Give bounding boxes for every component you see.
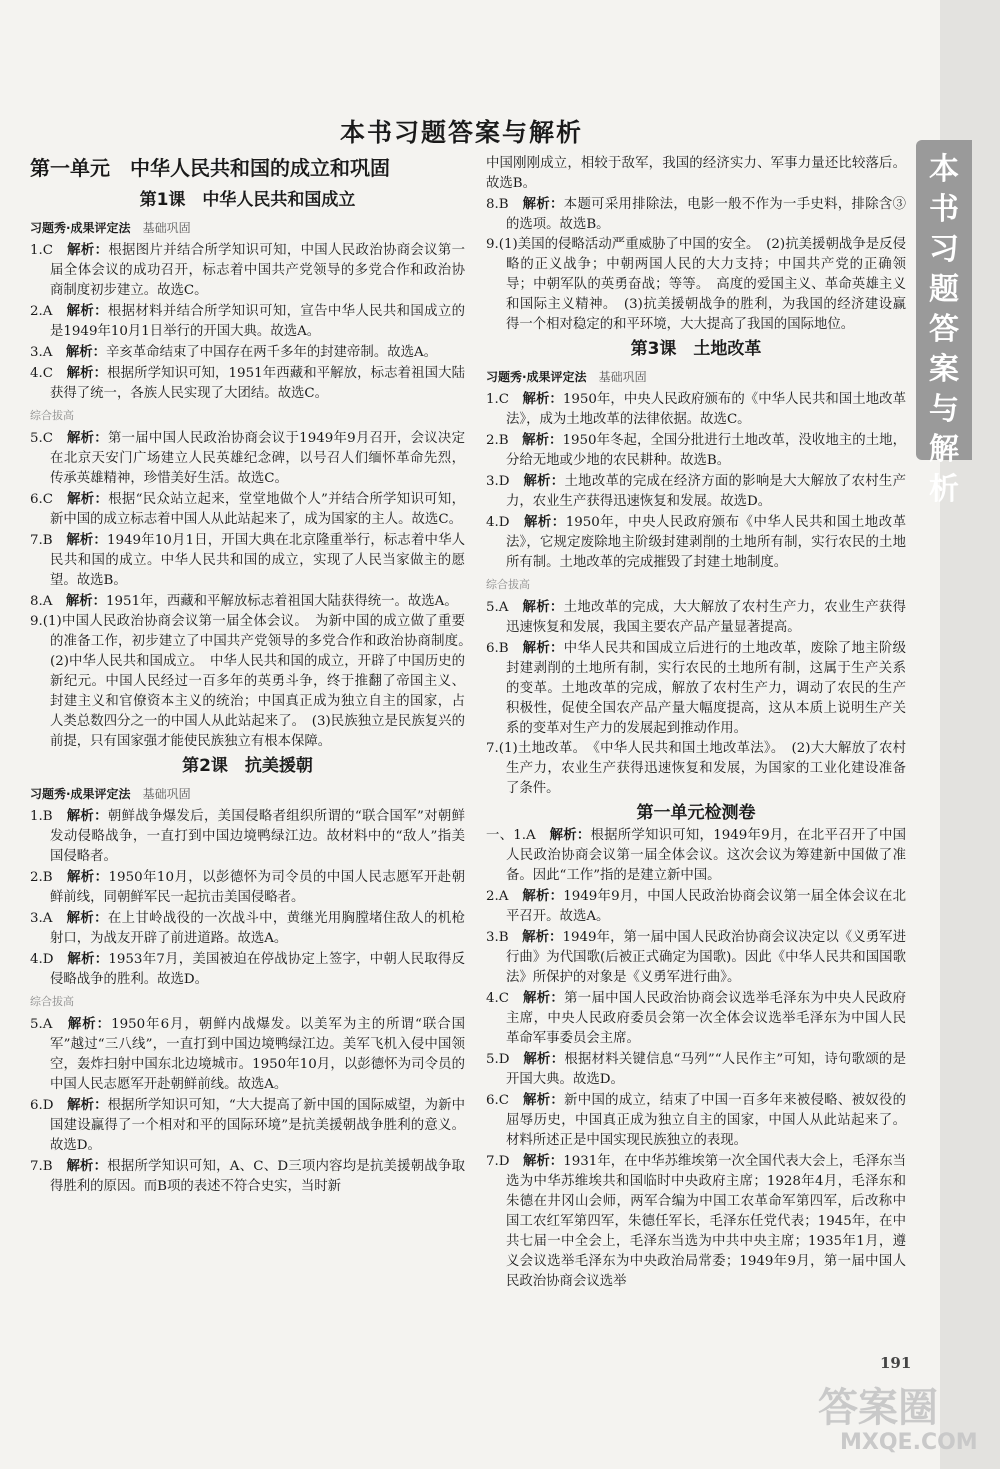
answer-item: 3.B 解析：1949年，第一届中国人民政治协商会议决定以《义勇军进行曲》为代国歌(后被正式确定为国歌)。因此《中华人民共和国国歌法》所保护的对象是《义勇军进行曲》。 [486, 929, 906, 985]
analysis-label: 解析： [66, 910, 108, 926]
answer-list [486, 389, 906, 573]
analysis-label: 解析： [522, 1153, 564, 1169]
lesson-title: 第3课 土地改革 [630, 339, 762, 359]
answer-item: 4.D 解析：1953年7月，美国被迫在停战协定上签字，中朝人民取得反侵略战争的胜利。故选D。 [30, 951, 466, 987]
answer-item: 6.C 解析：根据“民众站立起来，堂堂地做个人”并结合所学知识可知，新中国的成立标志着中国人从此站起来了，成为国家的主人。故选C。 [30, 491, 465, 527]
answer-item: 4.C 解析：根据所学知识可知，1951年西藏和平解放，标志着祖国大陆获得了统一，各族人民实现了大团结。故选C。 [30, 365, 466, 401]
analysis-label: 解析： [66, 808, 108, 824]
answer-list [486, 194, 906, 335]
analysis-label: 解析： [66, 303, 108, 319]
answer-list [30, 240, 465, 404]
answer-item: 2.B 解析：1950年冬起，全国分批进行土地改革，没收地主的土地，分给无地或少地的农民耕种。故选B。 [486, 432, 906, 468]
analysis-label: 解析： [67, 242, 109, 258]
answer-item: 2.B 解析：1950年10月，以彭德怀为司令员的中国人民志愿军开赴朝鲜前线，同朝鲜军民一起抗击美国侵略者。 [30, 869, 465, 905]
analysis-label: 解析： [67, 951, 109, 967]
section-label: 习题秀·成果评定法 [30, 221, 131, 235]
section-label: 习题秀·成果评定法 [486, 370, 587, 384]
analysis-label: 解析： [65, 593, 107, 609]
section-tag: 基础巩固 [142, 787, 191, 801]
watermark-url: MXQE.COM [840, 1430, 978, 1455]
answer-item: 5.A 解析：1950年6月，朝鲜内战爆发。以美军为主的所谓“联合国军”越过“三八线”，一直打到中国边境鸭绿江边。美军飞机入侵中国领空，轰炸扫射中国东北边境城市。1950年10月，以彭德怀为司令员的中国人民志愿军开赴朝鲜前线。故选A。 [30, 1016, 466, 1092]
lesson-title: 第2课 抗美援朝 [182, 756, 313, 776]
watermark-logo: 答案圈 [818, 1385, 938, 1431]
answer-item: 8.A 解析：1951年，西藏和平解放标志着祖国大陆获得统一。故选A。 [30, 593, 458, 609]
section-heading [30, 784, 465, 804]
analysis-label: 解析： [66, 1158, 108, 1174]
analysis-label: 解析： [523, 1051, 565, 1067]
page-number: 191 [880, 1354, 912, 1372]
answer-item: 8.B 解析：本题可采用排除法，电影一般不作为一手史料，排除含③的选项。故选B。 [486, 196, 907, 232]
analysis-label: 解析： [523, 990, 565, 1006]
answer-item: 5.D 解析：根据材料关键信息“马列”“人民作主”可知，诗句歌颂的是开国大典。故选D。 [486, 1051, 906, 1087]
answer-item: 6.C 解析：新中国的成立，结束了中国一百多年来被侵略、被奴役的屈辱历史，中国真正成为独立自主的国家，中国人从此站起来了。材料所述正是中国实现民族独立的表现。 [486, 1092, 907, 1148]
answer-item: 3.D 解析：土地改革的完成在经济方面的影响是大大解放了农村生产力，农业生产获得迅速恢复和发展。故选D。 [486, 473, 906, 509]
analysis-label: 解析： [523, 514, 566, 530]
section-heading [486, 367, 906, 387]
answer-item: 6.D 解析：根据所学知识可知，“大大提高了新中国的国际威望，为新中国建设赢得了一个相对和平的国际环境”是抗美援朝战争胜利的意义。故选D。 [30, 1097, 466, 1153]
answer-item: 3.A 解析：辛亥革命结束了中国存在两千多年的封建帝制。故选A。 [30, 344, 438, 360]
analysis-label: 解析： [522, 196, 564, 212]
answer-item: 9.(1)美国的侵略活动严重威胁了中国的安全。 (2)抗美援朝战争是反侵略的正义战争；中朝两国人民的大力支持；中国共产党的正确领导；中朝军队的英勇奋战；等等。 高度的爱国主义、革命英雄主义和国际主义精神。 (3)抗美援朝战争的胜利，为我国的经济建设赢得一个相对稳定的和平环境，大大提高了我国的国际地位。 [486, 237, 906, 332]
analysis-label: 解析： [522, 432, 563, 448]
section-label: 习题秀·成果评定法 [30, 787, 131, 801]
analysis-label: 解析： [66, 430, 108, 446]
answer-item: 4.D 解析：1950年，中央人民政府颁布《中华人民共和国土地改革法》，它规定废除地主阶级封建剥削的土地所有制，实行农民的土地所有制。土地改革的完成摧毁了封建土地制度。 [486, 514, 907, 570]
section-heading [30, 218, 465, 238]
analysis-label: 解析： [67, 1016, 112, 1032]
answer-item: 1.B 解析：朝鲜战争爆发后，美国侵略者组织所谓的“联合国军”对朝鲜发动侵略战争，一直打到中国边境鸭绿江边。故材料中的“敌人”指美国侵略者。 [30, 808, 466, 864]
analysis-label: 解析： [66, 365, 108, 381]
analysis-label: 解析： [66, 532, 107, 548]
section-tag: 基础巩固 [598, 370, 647, 384]
analysis-label: 解析： [522, 929, 563, 945]
analysis-label: 解析： [522, 599, 564, 615]
answer-item: 5.C 解析：第一届中国人民政治协商会议于1949年9月召开，会议决定在北京天安门广场建立人民英雄纪念碑，以号召人们缅怀革命先烈，传承英雄精神，珍惜美好生活。故选C。 [30, 430, 465, 486]
section-tag: 基础巩固 [142, 221, 191, 235]
answer-item: 9.(1)中国人民政治协商会议第一届全体会议。 为新中国的成立做了重要的准备工作，初步建立了中国共产党领导的多党合作和政治协商制度。 (2)中华人民共和国成立。 中华人民共和国的成立，开辟了中国历史的新纪元。中国人民经过一百多年的英勇斗争，终于推翻了帝国主义、封建主义和官僚资本主义的统治；中国真正成为独立自主的国家，占人类总数四分之一的中国人从此站起来了。 (3)民族独立是民族复兴的前提，只有国家强才能使民族独立有根本保障。 [30, 614, 479, 749]
side-tab-label: 本书习题答案与解析 [929, 152, 959, 507]
analysis-label: 解析： [522, 391, 563, 407]
left-column [30, 186, 479, 1197]
analysis-label: 解析： [65, 344, 107, 360]
page-title: 本书习题答案与解析 [340, 118, 584, 147]
analysis-label: 解析： [67, 491, 109, 507]
answer-item: 一、1.A 解析：根据所学知识可知，1949年9月，在北平召开了中国人民政治协商会议第一届全体会议。这次会议为筹建新中国做了准备。因此“工作”指的是建立新中国。 [486, 827, 906, 883]
answer-item: 2.A 解析：1949年9月，中国人民政治协商会议第一届全体会议在北平召开。故选A。 [486, 888, 906, 924]
subsection-label: 综合拔高 [30, 409, 74, 422]
lesson-title: 第1课 中华人民共和国成立 [139, 190, 356, 210]
answer-item: 1.C 解析：根据图片并结合所学知识可知，中国人民政治协商会议第一届全体会议的成功召开，标志着中国共产党领导的多党合作和政治协商制度初步建立。故选C。 [30, 242, 466, 298]
subsection-label: 综合拔高 [486, 578, 530, 591]
answer-item: 2.A 解析：根据材料并结合所学知识可知，宣告中华人民共和国成立的是1949年10月1日举行的开国大典。故选A。 [30, 303, 466, 339]
answer-item: 5.A 解析：土地改革的完成，大大解放了农村生产力，农业生产获得迅速恢复和发展，我国主要农产品产量显著提高。 [486, 599, 907, 635]
analysis-label: 解析： [522, 888, 564, 904]
continued-text: 中国刚刚成立，相较于敌军，我国的经济实力、军事力量还比较落后。故选B。 [486, 156, 906, 191]
subsection-label: 综合拔高 [30, 995, 74, 1008]
answer-item: 7.D 解析：1931年，在中华苏维埃第一次全国代表大会上，毛泽东当选为中华苏维埃共和国临时中央政府主席；1928年4月，毛泽东和朱德在井冈山会师，两军合编为中国工农革命军第四军，后改称中国工农红军第四军，朱德任军长，毛泽东任党代表；1945年，在中共七届一中全会上，毛泽东当选为中共中央主席；1935年1月，遵义会议选举毛泽东为中央政治局常委；1949年9月，第一届中国人民政治协商会议选举 [486, 1153, 907, 1289]
analysis-label: 解析： [522, 640, 564, 656]
unit-title: 第一单元 中华人民共和国的成立和巩固 [30, 156, 390, 180]
answer-item: 7.B 解析：根据所学知识可知，A、C、D三项内容均是抗美援朝战争取得胜利的原因。而B项的表述不符合史实，当时新 [30, 1158, 465, 1194]
answer-list [486, 597, 906, 799]
answer-list [486, 825, 906, 1292]
answer-item: 6.B 解析：中华人民共和国成立后进行的土地改革，废除了地主阶级封建剥削的土地所有制，实行农民的土地所有制，这属于生产关系的变革。土地改革的完成，解放了农村生产力，调动了农民的生产积极性，促使全国农产品产量大幅度提高，这从本质上说明生产关系的变革对生产力的发展起到推动作用。 [486, 640, 907, 736]
answer-item: 7.B 解析：1949年10月1日，开国大典在北京隆重举行，标志着中华人民共和国的成立。中华人民共和国的成立，实现了人民当家做主的愿望。故选B。 [30, 532, 466, 588]
analysis-label: 解析： [523, 1092, 565, 1108]
analysis-label: 解析： [549, 827, 591, 843]
answer-item: 7.(1)土地改革。 《中华人民共和国土地改革法》。 (2)大大解放了农村生产力，农业生产获得迅速恢复和发展，为国家的工业化建设准备了条件。 [486, 741, 906, 796]
answer-item: 3.A 解析：在上甘岭战役的一次战斗中，黄继光用胸膛堵住敌人的机枪射口，为战友开辟了前进道路。故选A。 [30, 910, 466, 946]
analysis-label: 解析： [66, 869, 109, 885]
test-title: 第一单元检测卷 [636, 803, 756, 823]
answer-list [30, 1014, 465, 1197]
analysis-label: 解析： [67, 1097, 108, 1113]
right-column [486, 154, 906, 1292]
answer-item: 4.C 解析：第一届中国人民政治协商会议选举毛泽东为中央人民政府主席，中央人民政府委员会第一次全体会议选举毛泽东为中国人民革命军事委员会主席。 [486, 990, 907, 1046]
analysis-label: 解析： [523, 473, 565, 489]
answer-item: 1.C 解析：1950年，中央人民政府颁布的《中华人民共和国土地改革法》，成为土地改革的法律依据。故选C。 [486, 391, 907, 427]
answer-list [30, 806, 465, 990]
answer-list [30, 428, 479, 752]
